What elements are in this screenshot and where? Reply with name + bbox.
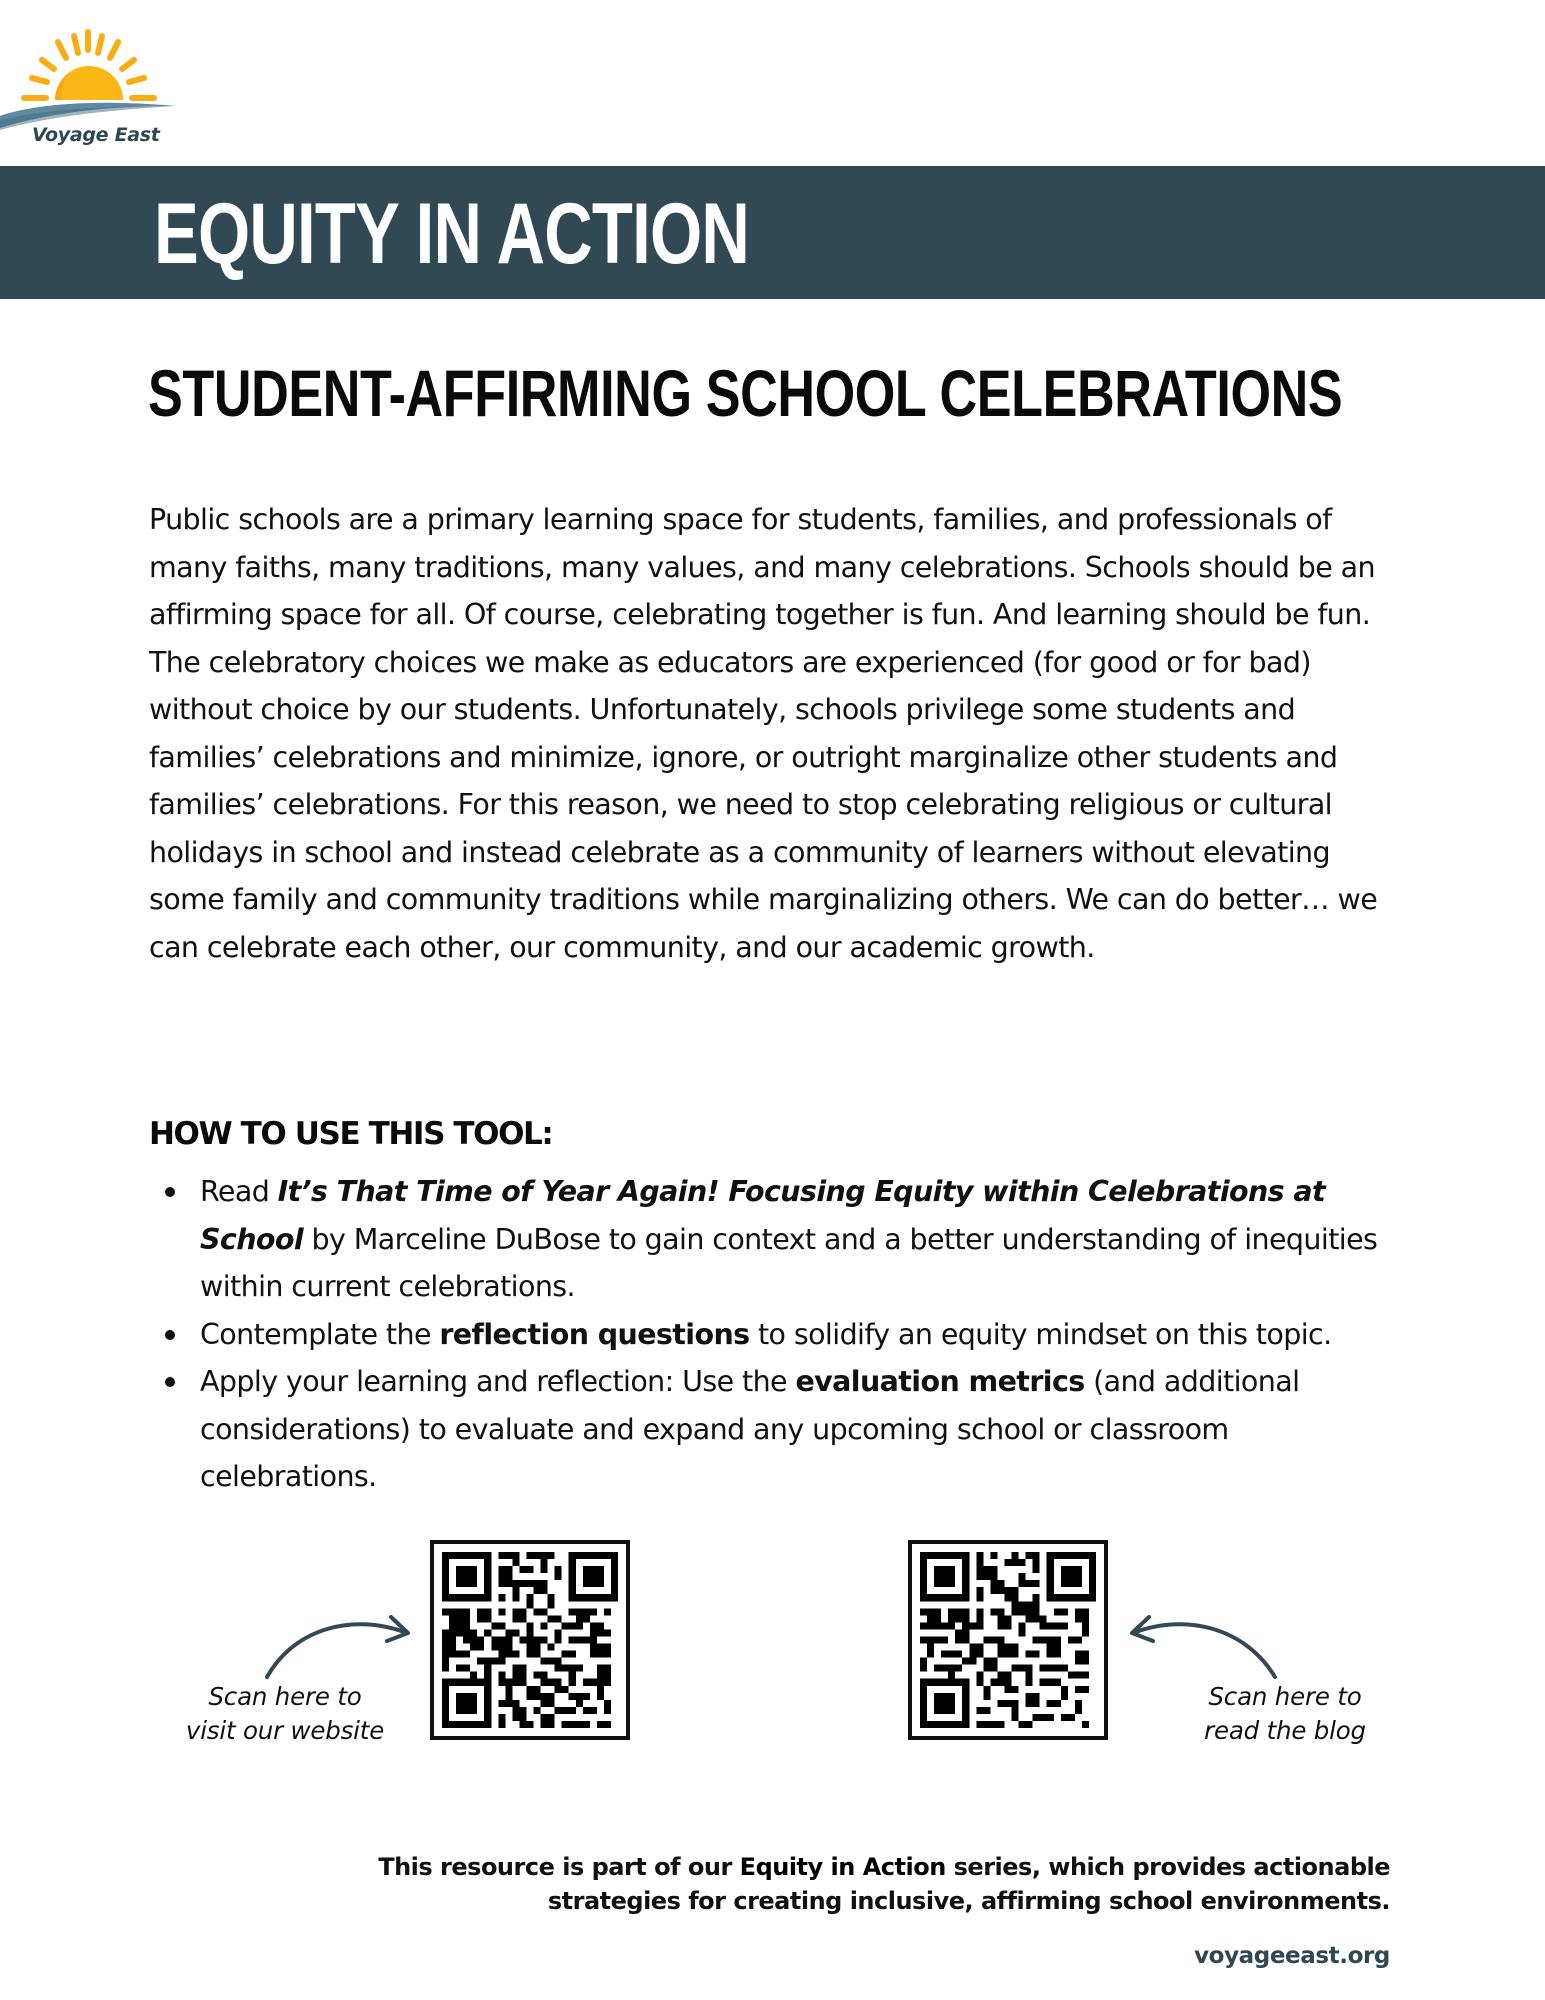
curved-arrow-right-icon xyxy=(255,1605,415,1685)
item-text: (and additional considerations) to evaluate and expand any upcoming school or classroom celebrations. xyxy=(200,1365,1300,1493)
website-url-link[interactable]: voyageeast.org xyxy=(1194,1943,1390,1969)
caption-line: visit our website xyxy=(185,1716,385,1745)
page-title: STUDENT-AFFIRMING SCHOOL CELEBRATIONS xyxy=(148,356,1343,430)
curved-arrow-left-icon xyxy=(1125,1605,1285,1685)
howto-item-apply xyxy=(149,1358,1409,1501)
blog-qr-code[interactable] xyxy=(908,1540,1108,1740)
item-text: by Marceline DuBose to gain context and a better understanding of inequities within current celebrations. xyxy=(200,1222,1378,1303)
series-name: Equity in Action xyxy=(739,1853,946,1881)
caption-line: Scan here to xyxy=(208,1682,362,1711)
howto-item-contemplate xyxy=(149,1311,1409,1359)
website-scan-caption xyxy=(170,1680,400,1748)
note-text: series, which provides actionable strategies for creating inclusive, affirming school environments. xyxy=(547,1853,1390,1915)
bullet-icon xyxy=(165,1330,175,1340)
howto-list xyxy=(149,1168,1409,1501)
item-text: Apply your learning and reflection: Use the xyxy=(200,1365,796,1398)
item-text: Contemplate the xyxy=(200,1317,440,1351)
blog-scan-caption xyxy=(1175,1680,1395,1748)
brand-name: Voyage East xyxy=(32,124,160,146)
qr-code-icon xyxy=(442,1552,618,1728)
article-title-link[interactable]: It’s That Time of Year Again! Focusing Equity within Celebrations at School xyxy=(200,1175,1325,1256)
bullet-icon xyxy=(165,1377,175,1387)
caption-line: read the blog xyxy=(1204,1716,1366,1745)
howto-item-read xyxy=(149,1168,1409,1311)
caption-line: Scan here to xyxy=(1208,1682,1362,1711)
header-banner xyxy=(0,166,1545,299)
evaluation-metrics-emphasis: evaluation metrics xyxy=(795,1365,1085,1398)
item-text: Read xyxy=(200,1175,278,1208)
website-qr-code[interactable] xyxy=(430,1540,630,1740)
bullet-icon xyxy=(165,1187,175,1197)
rising-sun-icon xyxy=(0,20,190,130)
howto-heading: HOW TO USE THIS TOOL: xyxy=(149,1116,553,1152)
series-title: EQUITY IN ACTION xyxy=(154,186,750,282)
note-text: This resource is part of our xyxy=(378,1853,740,1881)
intro-paragraph: Public schools are a primary learning space for students, families, and professionals of many faiths, many traditions, many values, and many celebrations. Schools should be an affirming space for all. Of course, celebrating together is fun. And learning should be fun. The celebratory choices we make as educators are experienced (for good or for bad) without choice by our students. Unfortunately, schools privilege some students and families’ celebrations and minimize, ignore, or outright marginalize other students and families’ celebrations. For this reason, we need to stop celebrating religious or cultural holidays in school and instead celebrate as a community of learners without elevating some family and community traditions while marginalizing others. We can do better… we can celebrate each other, our community, and our academic growth. xyxy=(149,503,1378,964)
reflection-questions-emphasis: reflection questions xyxy=(439,1317,750,1351)
item-text: to solidify an equity mindset on this topic. xyxy=(749,1317,1332,1351)
qr-code-icon xyxy=(920,1552,1096,1728)
series-footer-note xyxy=(290,1850,1390,1918)
voyage-east-logo[interactable] xyxy=(0,20,190,155)
